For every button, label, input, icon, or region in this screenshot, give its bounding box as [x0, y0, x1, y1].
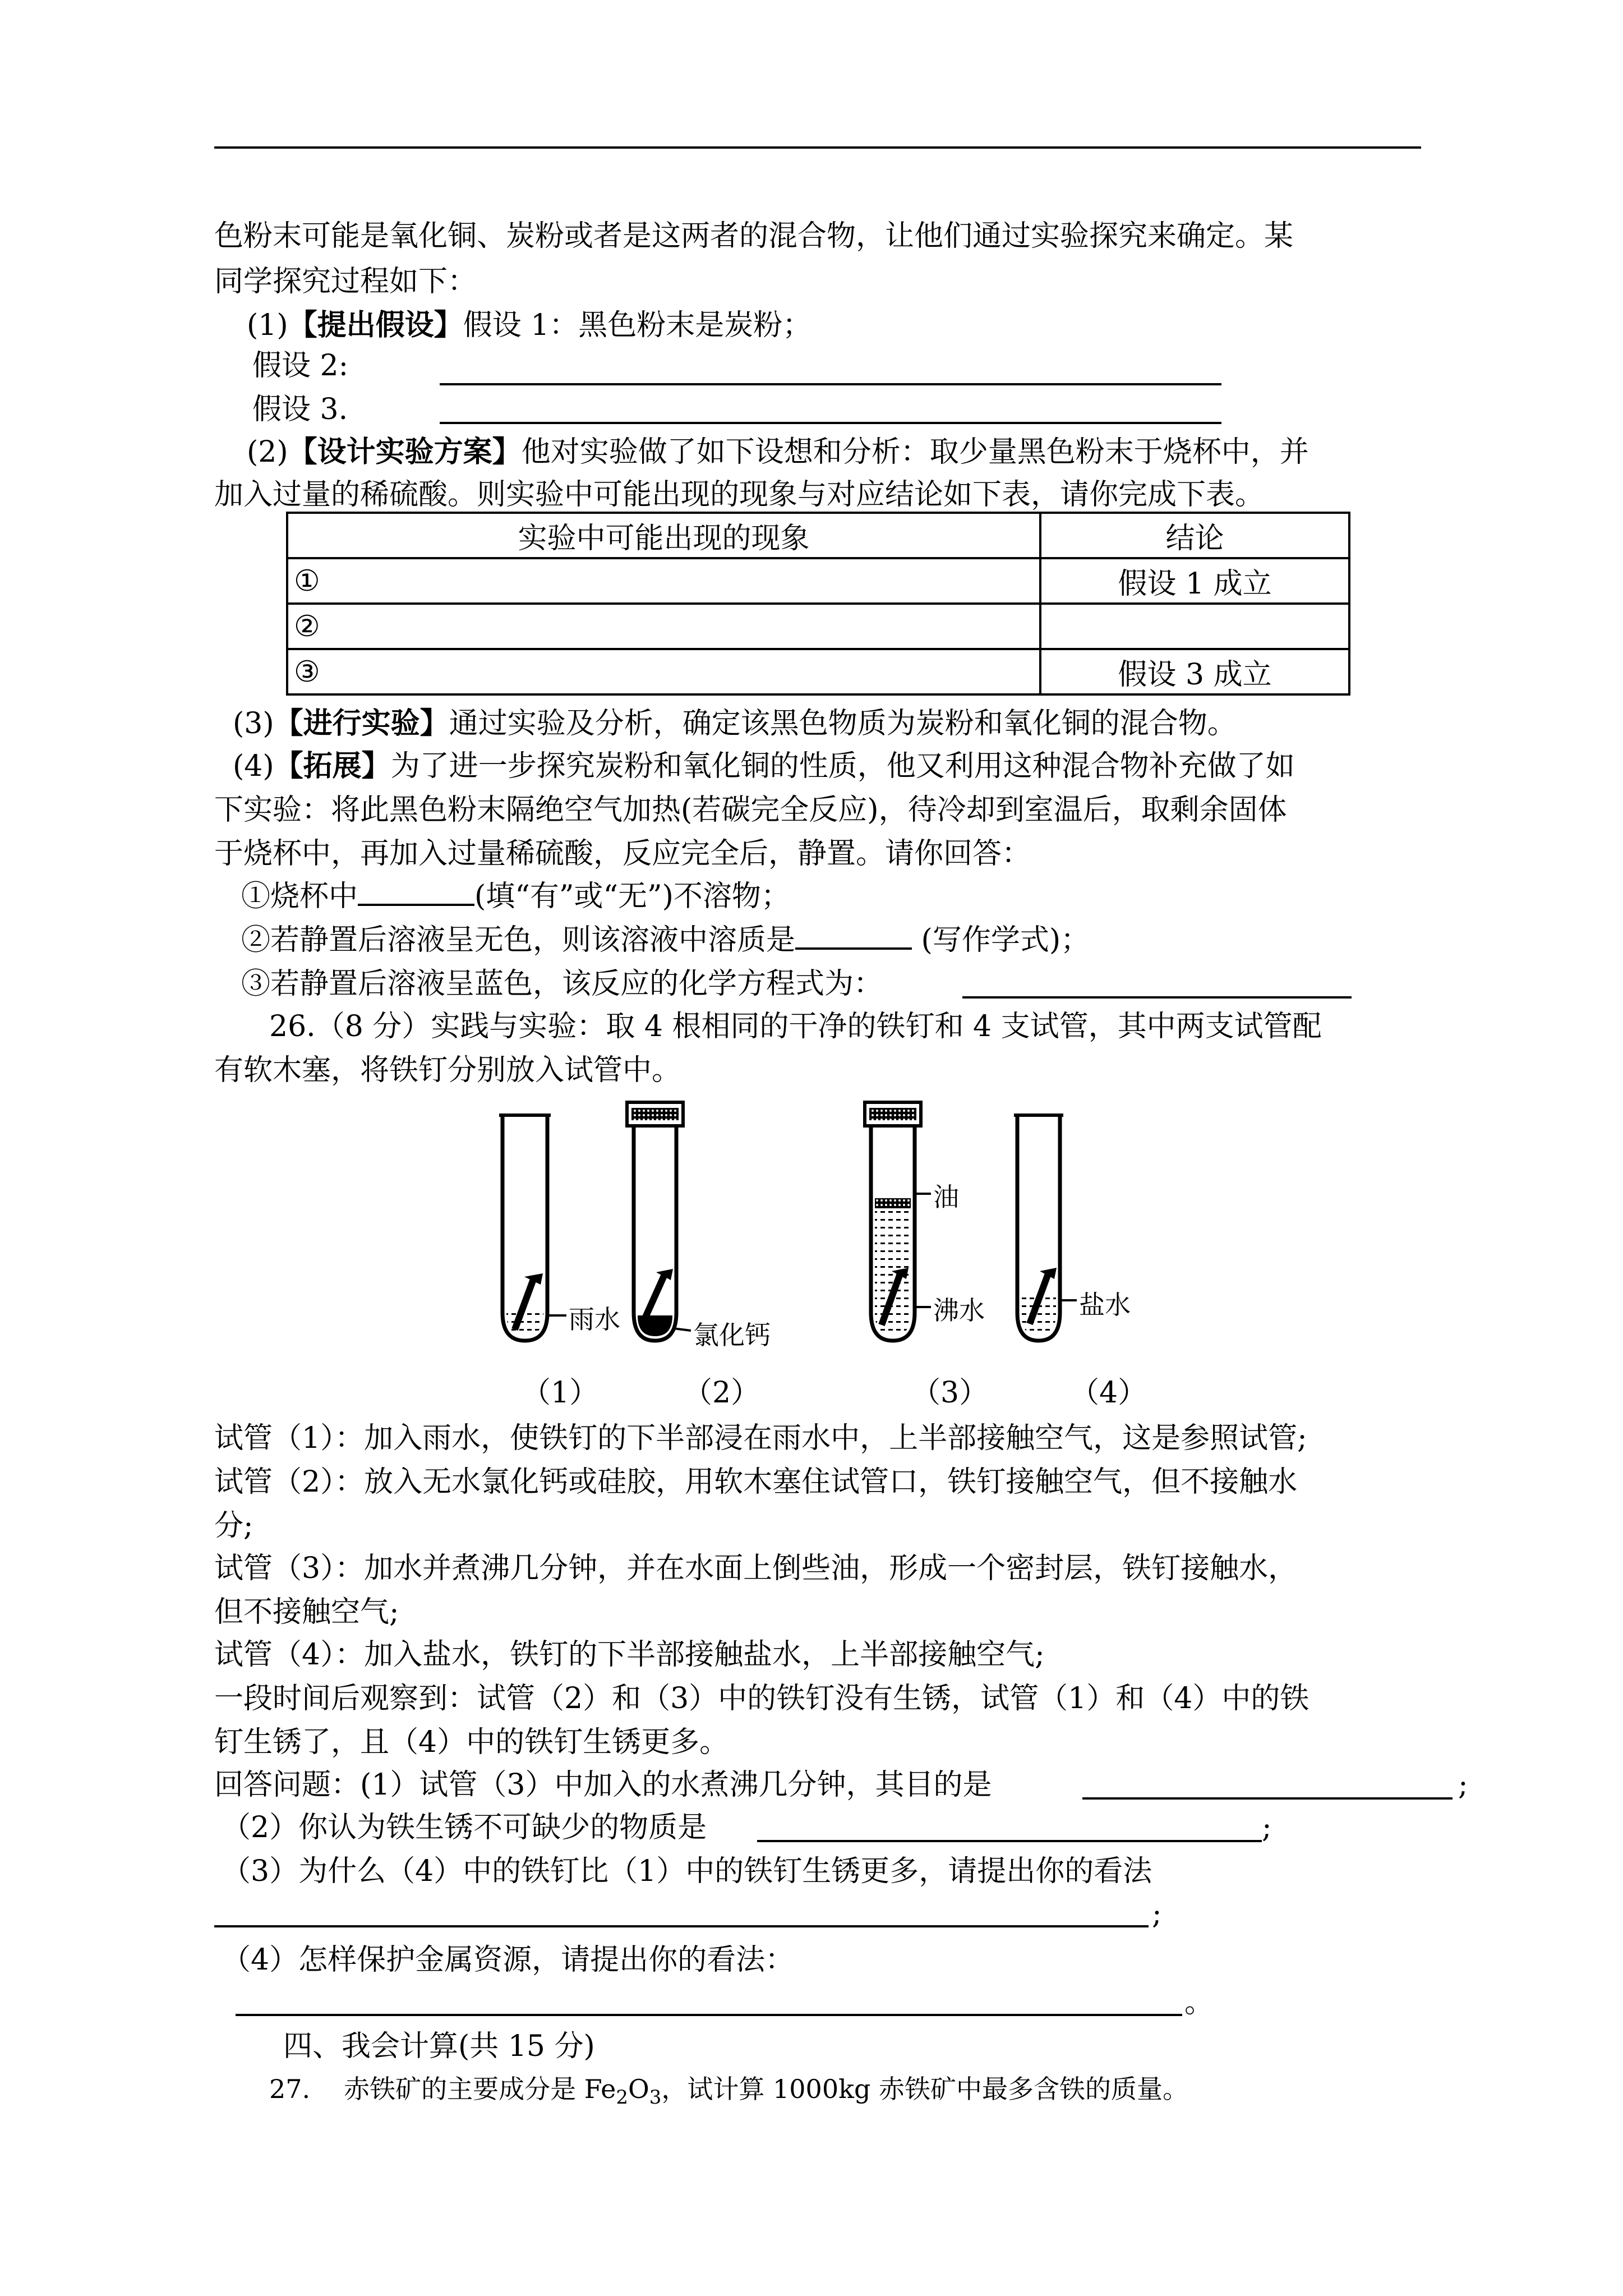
answer-4-blank[interactable] — [236, 2014, 1182, 2016]
cell-phenomenon[interactable]: ① — [287, 558, 1040, 604]
observation-line-2: 钉生锈了，且（4）中的铁钉生锈更多。 — [214, 1726, 729, 1759]
tube2-description-a: 试管（2）：放入无水氯化钙或硅胶，用软木塞住试管口，铁钉接触空气，但不接触水 — [214, 1465, 1298, 1499]
hypothesis-tag: 【提出假设】 — [288, 309, 463, 342]
label-oil: 油 — [933, 1182, 959, 1212]
answer-1-end: ; — [1458, 1768, 1468, 1802]
intro-line-1: 色粉末可能是氧化铜、炭粉或者是这两者的混合物，让他们通过实验探究来确定。某 — [214, 219, 1294, 253]
intro-line-2: 同学探究过程如下： — [214, 265, 477, 298]
cell-conclusion: 假设 1 成立 — [1040, 558, 1349, 604]
extension-text: 为了进一步探究炭粉和氧化铜的性质，他又利用这种混合物补充做了如 — [390, 749, 1295, 783]
q1-prefix: ①烧杯中 — [241, 880, 358, 913]
section-4-title: 四、我会计算(共 15 分) — [283, 2030, 595, 2063]
answer-4: （4）怎样保护金属资源，请提出你的看法： — [222, 1943, 795, 1977]
q27-number: 27. — [269, 2074, 311, 2104]
label-rainwater: 雨水 — [569, 1304, 620, 1335]
answer-2-end: ; — [1262, 1811, 1272, 1844]
label-boiling-water: 沸水 — [933, 1295, 985, 1326]
hypothesis-3-label: 假设 3. — [252, 393, 348, 426]
extension-line-2: 下实验：将此黑色粉末隔绝空气加热(若碳完全反应)，待冷却到室温后，取剩余固体 — [214, 793, 1287, 827]
caption-1: （1） — [522, 1376, 599, 1410]
hypothesis-2-label: 假设 2: — [252, 349, 349, 383]
extension-tag: 【拓展】 — [274, 749, 391, 783]
experiment-text: 通过实验及分析，确定该黑色物质为炭粉和氧化铜的混合物。 — [449, 707, 1237, 740]
tube2-description-b: 分; — [214, 1509, 253, 1543]
tube-2 — [627, 1102, 691, 1341]
design-tag: 【设计实验方案】 — [288, 435, 522, 469]
q26-line-1: 26.（8 分）实践与实验：取 4 根相同的干净的铁钉和 4 支试管，其中两支试管配 — [269, 1010, 1322, 1043]
tube4-description: 试管（4）：加入盐水，铁钉的下半部接触盐水，上半部接触空气; — [214, 1638, 1045, 1672]
q27-subscript-2: 2 — [616, 2086, 629, 2109]
q27-subscript-3: 3 — [649, 2086, 662, 2109]
item-number: (4) — [233, 749, 274, 783]
extension-q3: ③若静置后溶液呈蓝色，该反应的化学方程式为： — [241, 967, 883, 1001]
item-number: (1) — [247, 309, 288, 342]
q2-prefix: ②若静置后溶液呈无色，则该溶液中溶质是 — [241, 923, 796, 957]
design-line-2: 加入过量的稀硫酸。则实验中可能出现的现象与对应结论如下表，请你完成下表。 — [214, 478, 1265, 512]
header-conclusion: 结论 — [1040, 513, 1349, 558]
observation-line-1: 一段时间后观察到：试管（2）和（3）中的铁钉没有生锈，试管（1）和（4）中的铁 — [214, 1682, 1310, 1715]
q27-text-c: ，试计算 1000kg 赤铁矿中最多含铁的质量。 — [661, 2074, 1189, 2104]
q1-suffix: (填“有”或“无”)不溶物； — [474, 880, 790, 913]
caption-3: （3） — [911, 1376, 989, 1410]
experiment-tag: 【进行实验】 — [274, 707, 449, 740]
answer-2: （2）你认为铁生锈不可缺少的物质是 — [222, 1811, 707, 1844]
item-number: (2) — [247, 435, 288, 469]
hypothesis-text: 假设 1：黑色粉末是炭粉； — [463, 309, 812, 342]
question-27 — [269, 2069, 1188, 2118]
q27-text-b: O — [628, 2074, 649, 2104]
answer-4-end: 。 — [1184, 1986, 1214, 2019]
answer-3-end: ; — [1152, 1897, 1162, 1931]
answer-2-blank[interactable] — [757, 1840, 1262, 1842]
cell-phenomenon[interactable]: ③ — [287, 649, 1040, 694]
tube3-description-b: 但不接触空气; — [214, 1595, 399, 1629]
answer-1-blank[interactable] — [1082, 1797, 1453, 1800]
tube3-description-a: 试管（3）：加水并煮沸几分钟，并在水面上倒些油，形成一个密封层，铁钉接触水， — [214, 1552, 1298, 1585]
cell-phenomenon[interactable]: ② — [287, 604, 1040, 649]
q27-text-a: 赤铁矿的主要成分是 Fe — [344, 2074, 616, 2104]
tube-3 — [865, 1102, 931, 1341]
caption-2: （2） — [683, 1376, 760, 1410]
design-text: 他对实验做了如下设想和分析：取少量黑色粉末于烧杯中，并 — [521, 435, 1309, 469]
tube-4 — [1014, 1115, 1077, 1341]
answer-3: （3）为什么（4）中的铁钉比（1）中的铁钉生锈更多，请提出你的看法 — [222, 1855, 1152, 1888]
label-calcium-chloride: 氯化钙 — [693, 1320, 771, 1350]
extension-line-3: 于烧杯中，再加入过量稀硫酸，反应完全后，静置。请你回答： — [214, 837, 1031, 871]
caption-4: （4） — [1070, 1376, 1147, 1410]
answer-1: 回答问题：(1）试管（3）中加入的水煮沸几分钟，其目的是 — [214, 1768, 992, 1802]
tube-1 — [499, 1115, 566, 1341]
q2-suffix: (写作学式)； — [912, 923, 1090, 957]
item-number: (3) — [233, 707, 274, 740]
tube1-description: 试管（1）：加入雨水，使铁钉的下半部浸在雨水中，上半部接触空气，这是参照试管; — [214, 1421, 1307, 1455]
cell-conclusion: 假设 3 成立 — [1040, 649, 1349, 694]
header-phenomenon: 实验中可能出现的现象 — [287, 513, 1040, 558]
q26-line-2: 有软木塞，将铁钉分别放入试管中。 — [214, 1053, 681, 1087]
label-salt-water: 盐水 — [1079, 1290, 1131, 1320]
answer-3-blank[interactable] — [214, 1925, 1149, 1927]
